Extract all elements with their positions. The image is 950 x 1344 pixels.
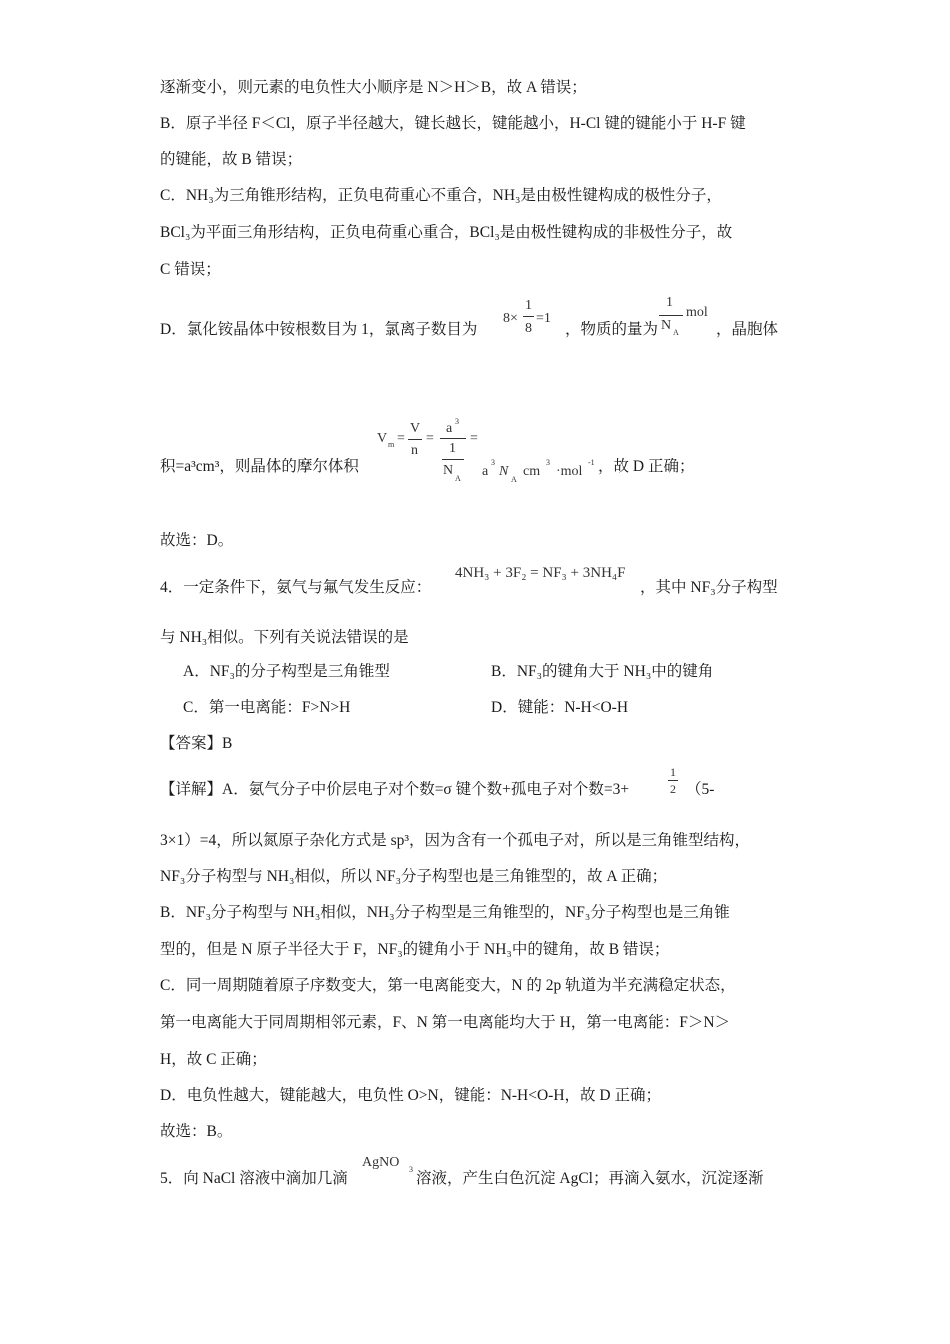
answer-label: 【答案】B bbox=[160, 735, 233, 752]
math-denominator: 8 bbox=[525, 321, 532, 336]
text-fragment: ，其中 NF₃分子构型 bbox=[640, 579, 778, 596]
explanation-line: 故选：B。 bbox=[160, 1123, 233, 1140]
option-d: D．键能：N-H<O-H bbox=[491, 699, 629, 716]
fraction-bar bbox=[440, 438, 466, 439]
text-fragment: 溶液，产生白色沉淀 AgCl；再滴入氨水，沉淀逐渐 bbox=[416, 1170, 764, 1187]
math-numerator: 1 bbox=[525, 298, 532, 313]
text-fragment: （5- bbox=[686, 781, 715, 798]
math-eq: = bbox=[470, 431, 478, 446]
math-sub-m: m bbox=[388, 440, 395, 449]
text-line: 积=a³cm³，则晶体的摩尔体积 bbox=[160, 458, 359, 475]
math-eq-one: =1 bbox=[536, 311, 551, 326]
explanation-line: H，故 C 正确； bbox=[160, 1051, 267, 1068]
math-cm: cm bbox=[523, 464, 541, 479]
text-line: 与 NH₃相似。下列有关说法错误的是 bbox=[160, 629, 409, 646]
explanation-line: C．同一周期随着原子序数变大，第一电离能变大，N 的 2p 轨道为半充满稳定状态， bbox=[160, 977, 736, 994]
explanation-line: 3×1）=4，所以氮原子杂化方式是 sp³，因为含有一个孤电子对，所以是三角锥型结构， bbox=[160, 832, 751, 849]
math-sup-3: 3 bbox=[491, 458, 495, 467]
text-line: 的键能，故 B 错误； bbox=[160, 151, 303, 168]
option-c: C．第一电离能：F>N>H bbox=[183, 699, 351, 716]
math-sup-3: 3 bbox=[455, 417, 459, 426]
math-sub-A: A bbox=[673, 328, 679, 337]
math-N: N bbox=[499, 464, 509, 479]
math-8x: 8× bbox=[503, 311, 518, 326]
text-fragment: ，物质的量为 bbox=[565, 321, 659, 338]
explanation-line: 第一电离能大于同周期相邻元素，F、N 第一电离能均大于 H，第一电离能：F＞N＞ bbox=[160, 1014, 731, 1031]
math-sub-3: 3 bbox=[409, 1165, 413, 1174]
math-denominator: 2 bbox=[670, 782, 676, 796]
math-V: V bbox=[410, 421, 421, 436]
math-n: n bbox=[411, 443, 418, 458]
option-a: A．NF₃的分子构型是三角锥型 bbox=[183, 663, 390, 680]
explanation-line: NF₃分子构型与 NH₃相似，所以 NF₃分子构型也是三角锥型的，故 A 正确； bbox=[160, 868, 668, 885]
fraction-bar bbox=[408, 439, 422, 440]
explanation-line: 型的，但是 N 原子半径大于 F，NF₃的键角小于 NH₃中的键角，故 B 错误； bbox=[160, 941, 670, 958]
text-fragment: ，故 D 正确； bbox=[598, 458, 695, 475]
text-line-d: D．氯化铵晶体中铵根数目为 1，氯离子数目为 bbox=[160, 321, 478, 338]
math-a: a bbox=[446, 421, 453, 436]
explanation-line: B．NF₃分子构型与 NH₃相似，NH₃分子构型是三角锥型的，NF₃分子构型也是三角锥 bbox=[160, 904, 730, 921]
text-line: B．原子半径 F＜Cl，原子半径越大，键长越长，键能越小，H-Cl 键的键能小于 H-F 键 bbox=[160, 115, 746, 132]
math-N: N bbox=[443, 463, 454, 478]
math-sup-3: 3 bbox=[546, 458, 550, 467]
text-line: C．NH₃为三角锥形结构，正负电荷重心不重合，NH₃是由极性键构成的极性分子， bbox=[160, 187, 722, 204]
text-line: BCl₃为平面三角形结构，正负电荷重心重合，BCl₃是由极性键构成的非极性分子，故 bbox=[160, 224, 733, 241]
math-numerator: 1 bbox=[666, 295, 673, 310]
math-numerator: 1 bbox=[670, 765, 676, 779]
text-line: 故选：D。 bbox=[160, 532, 234, 549]
math-a: a bbox=[482, 464, 489, 479]
math-sub-A: A bbox=[455, 474, 461, 483]
math-eq: = bbox=[397, 431, 405, 446]
option-b: B．NF₃的键角大于 NH₃中的键角 bbox=[491, 663, 714, 680]
math-agno3: AgNO bbox=[362, 1155, 400, 1170]
explanation-line: D．电负性越大，键能越大，电负性 O>N，键能：N-H<O-H，故 D 正确； bbox=[160, 1087, 661, 1104]
math-mol: ·mol bbox=[556, 464, 583, 479]
math-sub-A: A bbox=[511, 475, 517, 484]
math-mol: mol bbox=[686, 305, 708, 320]
text-line: C 错误； bbox=[160, 261, 221, 278]
text-line: 逐渐变小，则元素的电负性大小顺序是 N＞H＞B，故 A 错误； bbox=[160, 79, 587, 96]
math-numerator: 1 bbox=[449, 441, 456, 456]
fraction-bar bbox=[442, 459, 464, 460]
explanation-line: 【详解】A．氨气分子中价层电子对个数=σ 键个数+孤电子对个数=3+ bbox=[160, 781, 630, 798]
math-sup-neg1: -1 bbox=[588, 458, 595, 467]
question-4-stem: 4．一定条件下，氨气与氟气发生反应： bbox=[160, 579, 432, 596]
math-N: N bbox=[661, 318, 672, 333]
math-eq: = bbox=[426, 431, 434, 446]
reaction-equation: 4NH₃ + 3F₂ = NF₃ + 3NH₄F bbox=[455, 565, 626, 581]
fraction-bar bbox=[523, 316, 534, 317]
question-5-stem: 5．向 NaCl 溶液中滴加几滴 bbox=[160, 1170, 348, 1187]
math-V: V bbox=[377, 431, 388, 446]
text-fragment: ，晶胞体 bbox=[716, 321, 779, 338]
fraction-bar bbox=[659, 315, 683, 316]
